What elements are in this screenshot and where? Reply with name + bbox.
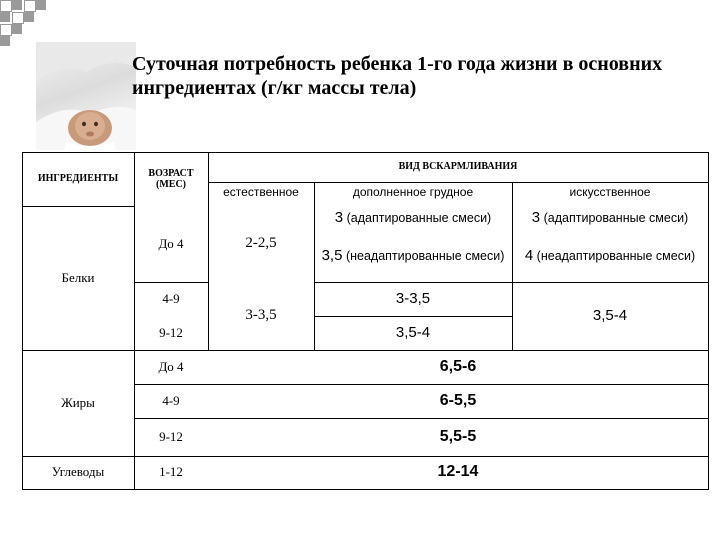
protein-natural-0-4: 2-2,5 <box>245 235 277 252</box>
header-age: ВОЗРАСТ (МЕС) <box>148 167 194 190</box>
baby-photo-icon <box>36 42 136 150</box>
protein-supplemented-nonadapted-value: 3,5 <box>321 247 343 265</box>
protein-artificial-nonadapted-value: 4 <box>524 247 534 265</box>
age-proteins-3: 9-12 <box>159 324 183 340</box>
corner-square-7 <box>24 12 34 22</box>
protein-artificial-4-12: 3,5-4 <box>592 307 628 325</box>
fats-value-1: 6,5-6 <box>439 357 477 375</box>
header-supplemented: дополненное грудное <box>352 185 474 200</box>
ingredient-carbs: Углеводы <box>51 464 105 480</box>
header-feeding-type: ВИД ВСКАРМЛИВАНИЯ <box>398 161 518 173</box>
header-natural: естественное <box>223 185 299 200</box>
fats-value-2: 6-5,5 <box>439 391 477 409</box>
header-artificial: искусственное <box>569 185 651 200</box>
protein-supplemented-0-4-nonadapted <box>314 232 512 280</box>
protein-artificial-0-4-nonadapted <box>512 232 708 280</box>
carbs-value: 12-14 <box>437 463 479 481</box>
ingredient-proteins: Белки <box>61 269 95 285</box>
header-ingredients: ИНГРЕДИЕНТЫ <box>37 173 119 185</box>
corner-square-4 <box>36 0 46 10</box>
age-fats-2: 4-9 <box>162 392 180 408</box>
protein-supplemented-adapted-text: (адаптированные смеси) <box>346 210 492 225</box>
page-title: Суточная потребность ребенка 1-го года жизни в основних ингредиентах (г/кг массы тела) <box>132 53 663 99</box>
age-proteins-1: До 4 <box>158 235 184 251</box>
corner-square-9 <box>12 24 22 34</box>
corner-square-2 <box>12 0 22 10</box>
corner-square-8 <box>0 24 12 36</box>
table-border-right <box>708 152 709 490</box>
protein-supplemented-0-4-adapted <box>314 206 512 230</box>
protein-supplemented-4-9: 3-3,5 <box>395 290 431 308</box>
protein-artificial-adapted-value: 3 <box>531 209 541 227</box>
age-fats-3: 9-12 <box>159 428 183 444</box>
fats-value-3: 5,5-5 <box>439 427 477 445</box>
protein-artificial-0-4-adapted <box>512 206 708 230</box>
ingredient-fats: Жиры <box>61 394 95 410</box>
baby-illustration <box>36 42 136 150</box>
age-carbs: 1-12 <box>159 464 183 480</box>
protein-artificial-nonadapted-text: (неадаптированные смеси) <box>536 249 696 264</box>
corner-square-3 <box>24 0 36 12</box>
protein-supplemented-adapted-value: 3 <box>334 209 344 227</box>
corner-square-1 <box>0 0 12 12</box>
corner-square-5 <box>0 12 10 22</box>
age-proteins-2: 4-9 <box>162 290 180 306</box>
protein-artificial-nonadapted-wrap <box>525 247 695 264</box>
age-fats-1: До 4 <box>158 358 184 374</box>
corner-square-6 <box>12 12 24 24</box>
protein-supplemented-nonadapted-text: (неадаптированные смеси) <box>345 249 505 264</box>
protein-artificial-adapted-text: (адаптированные смеси) <box>543 210 689 225</box>
protein-supplemented-nonadapted-wrap <box>322 247 505 264</box>
table-border-bottom <box>22 489 709 490</box>
protein-supplemented-9-12: 3,5-4 <box>395 324 431 342</box>
protein-natural-4-12: 3-3,5 <box>245 307 277 324</box>
corner-square-10 <box>0 36 10 46</box>
